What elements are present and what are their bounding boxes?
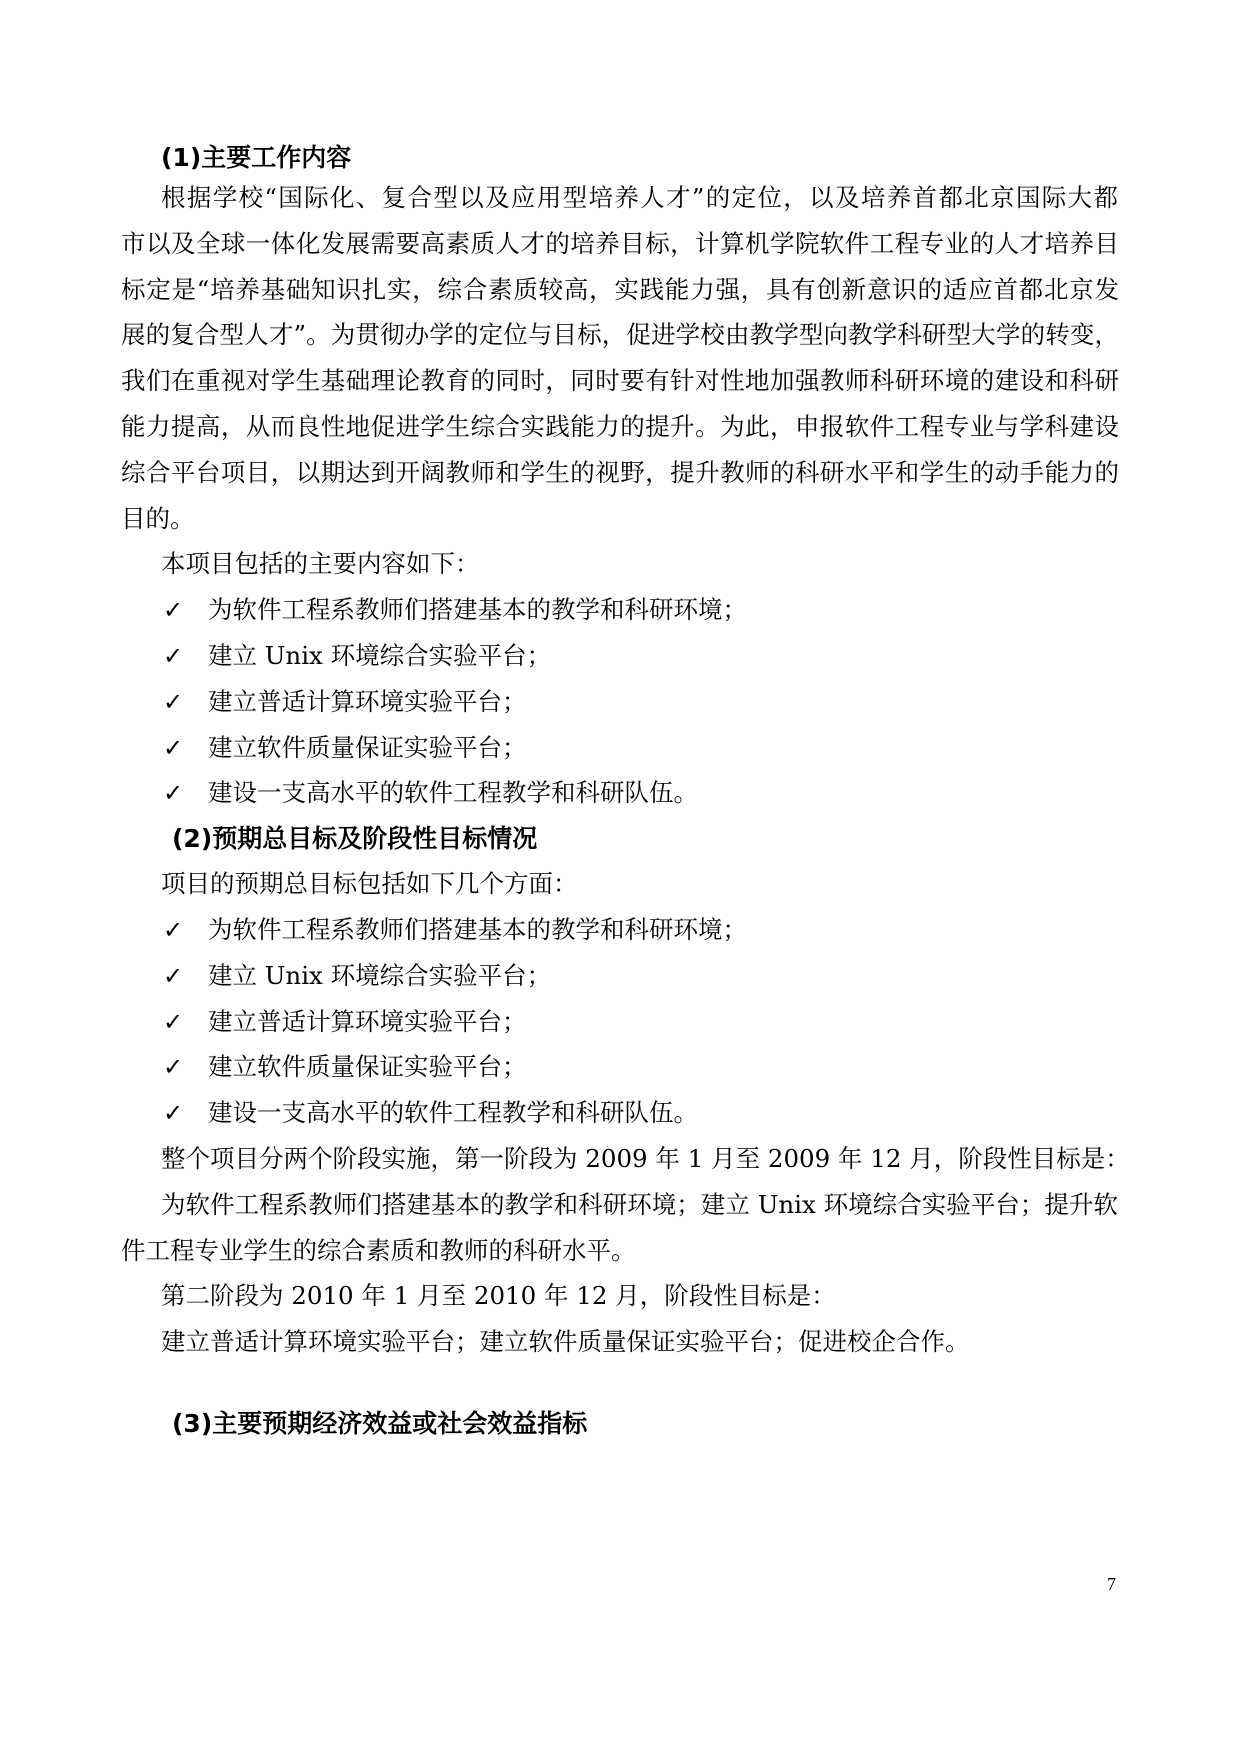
- checkmark-icon: ✓: [163, 916, 184, 944]
- phase1-goal-line: 件工程专业学生的综合素质和教师的科研水平。: [121, 1236, 636, 1265]
- paragraph-line: 展的复合型人才”。为贯彻办学的定位与目标，促进学校由教学型向教学科研型大学的转变，: [121, 320, 1119, 349]
- paragraph-line: 标定是“培养基础知识扎实，综合素质较高，实践能力强，具有创新意识的适应首都北京发: [121, 275, 1119, 304]
- checkmark-icon: ✓: [163, 1008, 184, 1036]
- section1-heading: (1)主要工作内容: [161, 143, 352, 172]
- phase1-line: 整个项目分两个阶段实施，第一阶段为 2009 年 1 月至 2009 年 12 月，阶段性目标是：: [161, 1144, 1130, 1173]
- section1-intro: 本项目包括的主要内容如下：: [161, 549, 480, 578]
- section2-heading: (2)预期总目标及阶段性目标情况: [172, 824, 538, 853]
- checkmark-icon: ✓: [163, 779, 184, 807]
- paragraph-line: 目的。: [121, 504, 195, 533]
- checkmark-icon: ✓: [163, 688, 184, 716]
- checkmark-icon: ✓: [163, 596, 184, 624]
- paragraph-line: 根据学校“国际化、复合型以及应用型培养人才”的定位，以及培养首都北京国际大都: [161, 183, 1118, 212]
- checkmark-icon: ✓: [163, 1099, 184, 1127]
- page-number: 7: [1107, 1574, 1116, 1594]
- checkmark-icon: ✓: [163, 1053, 184, 1081]
- section2-intro: 项目的预期总目标包括如下几个方面：: [161, 869, 578, 898]
- checkmark-icon: ✓: [163, 642, 184, 670]
- phase1-goal-line: 为软件工程系教师们搭建基本的教学和科研环境；建立 Unix 环境综合实验平台；提升软: [161, 1190, 1118, 1219]
- phase2-line: 第二阶段为 2010 年 1 月至 2010 年 12 月，阶段性目标是：: [161, 1281, 836, 1310]
- paragraph-line: 能力提高，从而良性地促进学生综合实践能力的提升。为此，申报软件工程专业与学科建设: [121, 412, 1119, 441]
- checkmark-icon: ✓: [163, 962, 184, 990]
- section3-heading: (3)主要预期经济效益或社会效益指标: [172, 1409, 588, 1438]
- checkmark-icon: ✓: [163, 734, 184, 762]
- paragraph-line: 我们在重视对学生基础理论教育的同时，同时要有针对性地加强教师科研环境的建设和科研: [121, 366, 1119, 395]
- paragraph-line: 市以及全球一体化发展需要高素质人才的培养目标，计算机学院软件工程专业的人才培养目: [121, 229, 1119, 258]
- phase2-goal: 建立普适计算环境实验平台；建立软件质量保证实验平台；促进校企合作。: [161, 1327, 970, 1356]
- document-page: (1)主要工作内容 根据学校“国际化、复合型以及应用型培养人才”的定位，以及培养首都北京国际大都 市以及全球一体化发展需要高素质人才的培养目标，计算机学院软件工程专业的人才培养目 标定是“培养基础知识扎实，综合素质较高，实践能力强，具有创新意识的适应首都北京发 展的复合型人才”。为贯彻办学的定位与目标，促进学校由教学型向教学科研型大学的转变， 我们在重视对学生基础理论教育的同时，同时要有针对性地加强教师科研环境的建设和科研 能力提高，从而良性地促进学生综合实践能力的提升。为此，申报软件工程专业与学科建设 综合平台项目，以期达到开阔教师和学生的视野，提升教师的科研水平和学生的动手能力的 目的。 本项目包括的主要内容如下： ✓ 为软件工程系教师们搭建基本的教学和科研环境； ✓ 建立 Unix 环境综合实验平台； ✓ 建立普适计算环境实验平台； ✓ 建立软件质量保证实验平台； ✓ 建设一支高水平的软件工程教学和科研队伍。 (2)预期总目标及阶段性目标情况 项目的预期总目标包括如下几个方面： ✓ 为软件工程系教师们搭建基本的教学和科研环境； ✓ 建立 Unix 环境综合实验平台； ✓ 建立普适计算环境实验平台； ✓ 建立软件质量保证实验平台； ✓ 建设一支高水平的软件工程教学和科研队伍。 整个项目分两个阶段实施，第一阶段为 2009 年 1 月至 2009 年 12 月，阶段性目标是： 为软件工程系教师们搭建基本的教学和科研环境；建立 Unix 环境综合实验平台；提升软 件工程专业学生的综合素质和教师的科研水平。 第二阶段为 2010 年 1 月至 2010 年 12 月，阶段性目标是： 建立普适计算环境实验平台；建立软件质量保证实验平台；促进校企合作。 (3)主要预期经济效益或社会效益指标 7: [121, 143, 1130, 1594]
- paragraph-line: 综合平台项目，以期达到开阔教师和学生的视野，提升教师的科研水平和学生的动手能力的: [121, 458, 1119, 487]
